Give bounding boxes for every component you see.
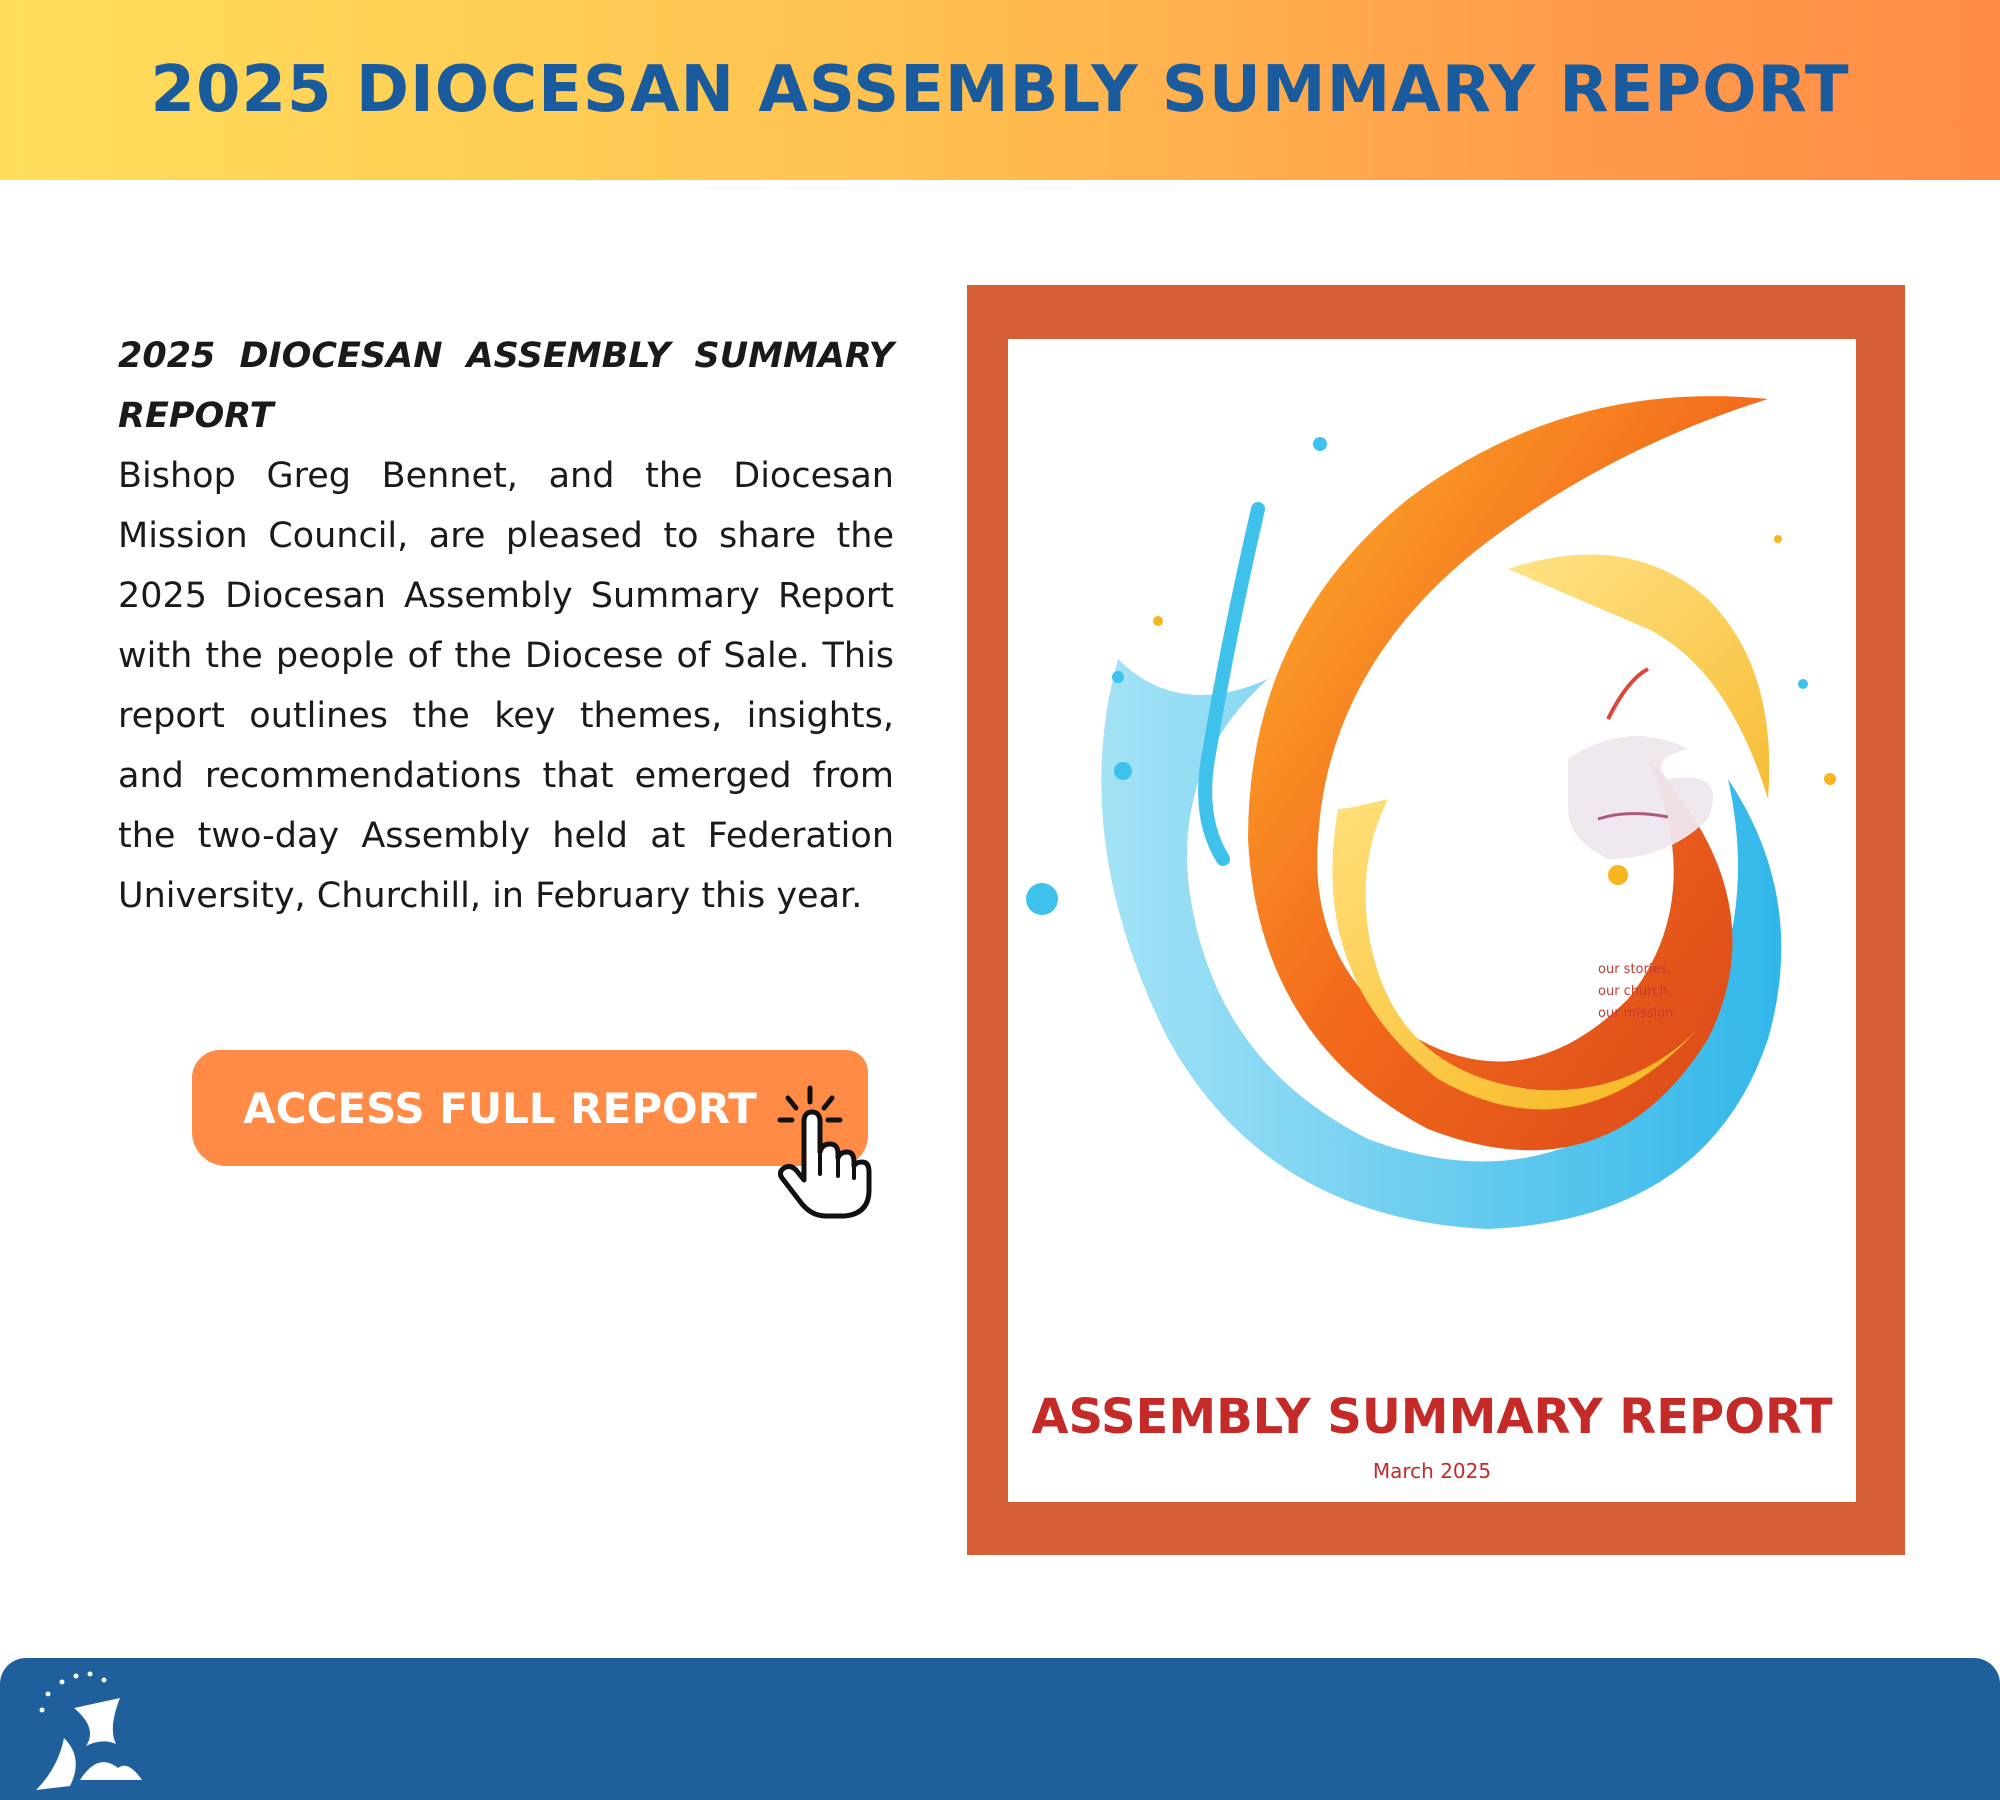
article-body: Bishop Greg Bennet, and the Diocesan Mission Council, are pleased to share the 2025 Diocesan Assembly Summary Report with the people of the Diocese of Sale. This report outlines the key themes, insights, and recommendations that emerged from the two-day Assembly held at Federation University, Churchill, in February this year. <box>118 456 894 916</box>
cover-tagline: our stories, our church, our mission. <box>1598 962 1678 1021</box>
article <box>118 326 894 926</box>
article-heading: 2025 DIOCESAN ASSEMBLY SUMMARY REPORT <box>118 336 894 436</box>
pointing-hand-icon[interactable] <box>768 1082 878 1222</box>
footer-bar <box>0 1658 2000 1800</box>
access-full-report-button[interactable] <box>192 1050 868 1166</box>
access-full-report-label: ACCESS FULL REPORT <box>243 1083 757 1133</box>
diocese-logo-icon[interactable] <box>24 1668 164 1798</box>
cover-title: ASSEMBLY SUMMARY REPORT <box>1031 1389 1833 1445</box>
cover-date: March 2025 <box>1372 1459 1492 1483</box>
flame-swirl-artwork <box>1008 339 1856 1339</box>
report-cover[interactable] <box>967 285 1905 1555</box>
report-cover-page <box>1008 339 1856 1502</box>
header-banner <box>0 0 2000 180</box>
page-title: 2025 DIOCESAN ASSEMBLY SUMMARY REPORT <box>150 53 1850 127</box>
